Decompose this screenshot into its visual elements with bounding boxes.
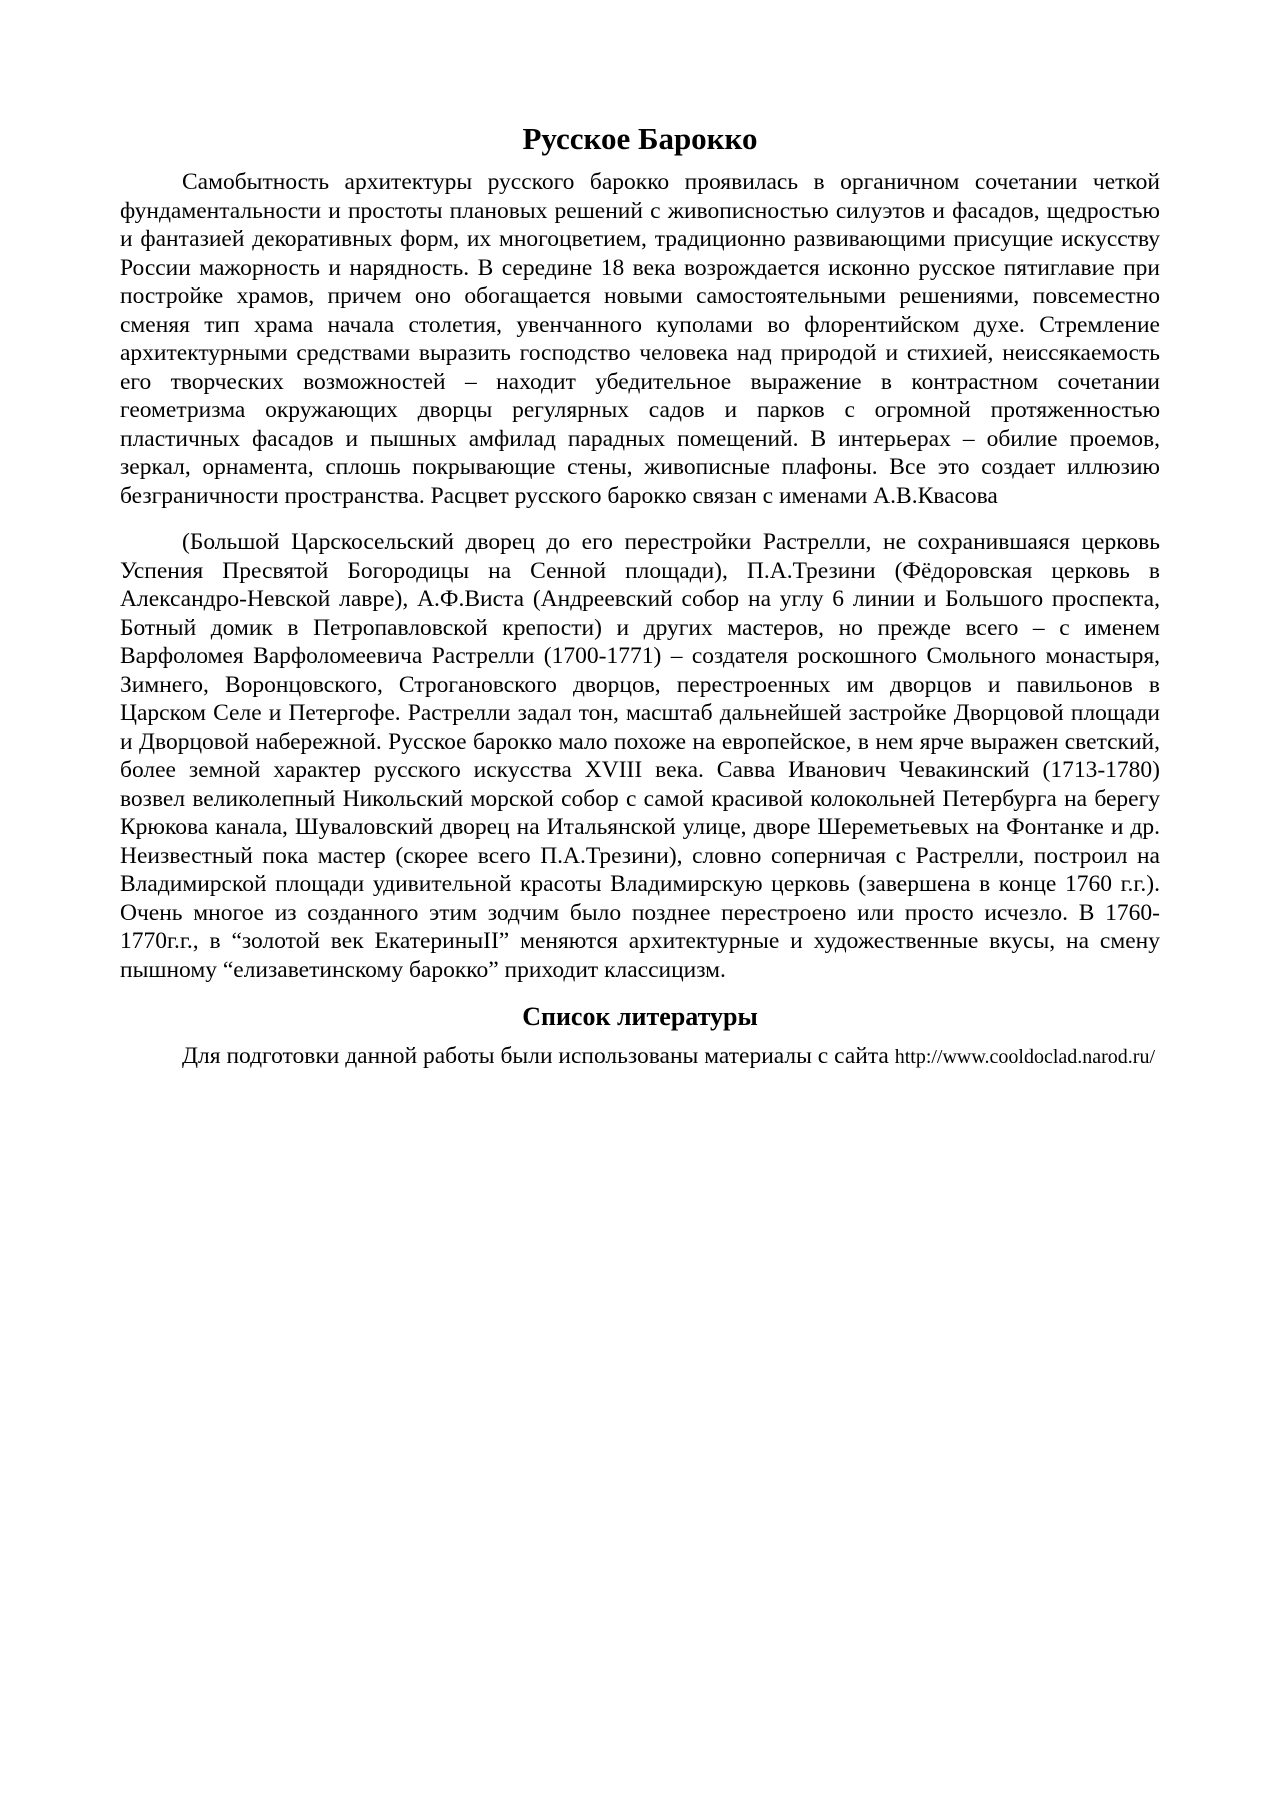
document-page	[120, 120, 1160, 1072]
references-title: Список литературы	[522, 1002, 758, 1031]
document-title: Русское Барокко	[522, 121, 758, 156]
references-text: Для подготовки данной работы были использованы материалы с сайта	[182, 1043, 895, 1069]
body-paragraph-1: Самобытность архитектуры русского барокко проявилась в органичном сочетании четкой фундаментальности и простоты плановых решений с живописностью силуэтов и фасадов, щедростью и фантазией декоративных форм, их многоцветием, традиционно развивающими присущие искусству России мажорность и нарядность. В середине 18 века возрождается исконно русское пятиглавие при постройке храмов, причем оно обогащается новыми самостоятельными решениями, повсеместно сменяя тип храма начала столетия, увенчанного куполами во флорентийском духе. Стремление архитектурными средствами выразить господство человека над природой и стихией, неиссякаемость его творческих возможностей – находит убедительное выражение в контрастном сочетании геометризма окружающих дворцы регулярных садов и парков с огромной протяженностью пластичных фасадов и пышных амфилад парадных помещений. В интерьерах – обилие проемов, зеркал, орнамента, сплошь покрывающие стены, живописные плафоны. Все это создает иллюзию безграничности пространства. Расцвет русского барокко связан с именами А.В.Квасова	[120, 169, 1160, 509]
body-paragraph-2: (Большой Царскосельский дворец до его перестройки Растрелли, не сохранившаяся церковь Успения Пресвятой Богородицы на Сенной площади), П.А.Трезини (Фёдоровская церковь в Александро-Невской лавре), А.Ф.Виста (Андреевский собор на углу 6 линии и Большого проспекта, Ботный домик в Петропавловской крепости) и других мастеров, но прежде всего – с именем Варфоломея Варфоломеевича Растрелли (1700-1771) – создателя роскошного Смольного монастыря, Зимнего, Воронцовского, Строгановского дворцов, перестроенных им дворцов и павильонов в Царском Селе и Петергофе. Растрелли задал тон, масштаб дальнейшей застройке Дворцовой площади и Дворцовой набережной. Русское барокко мало похоже на европейское, в нем ярче выражен светский, более земной характер русского искусства XVIII века. Савва Иванович Чевакинский (1713-1780) возвел великолепный Никольский морской собор с самой красивой колокольней Петербурга на берегу Крюкова канала, Шуваловский дворец на Итальянской улице, дворе Шереметьевых на Фонтанке и др. Неизвестный пока мастер (скорее всего П.А.Трезини), словно соперничая с Растрелли, построил на Владимирской площади удивительной красоты Владимирскую церковь (завершена в конце 1760 г.г.). Очень многое из созданного этим зодчим было позднее перестроено или просто исчезло. В 1760-1770г.г., в “золотой век ЕкатериныII” меняются архитектурные и художественные вкусы, на смену пышному “елизаветинскому барокко” приходит классицизм.	[120, 529, 1160, 983]
references-paragraph	[120, 1042, 1160, 1072]
references-url: http://www.cooldoclad.narod.ru/	[894, 1046, 1156, 1068]
